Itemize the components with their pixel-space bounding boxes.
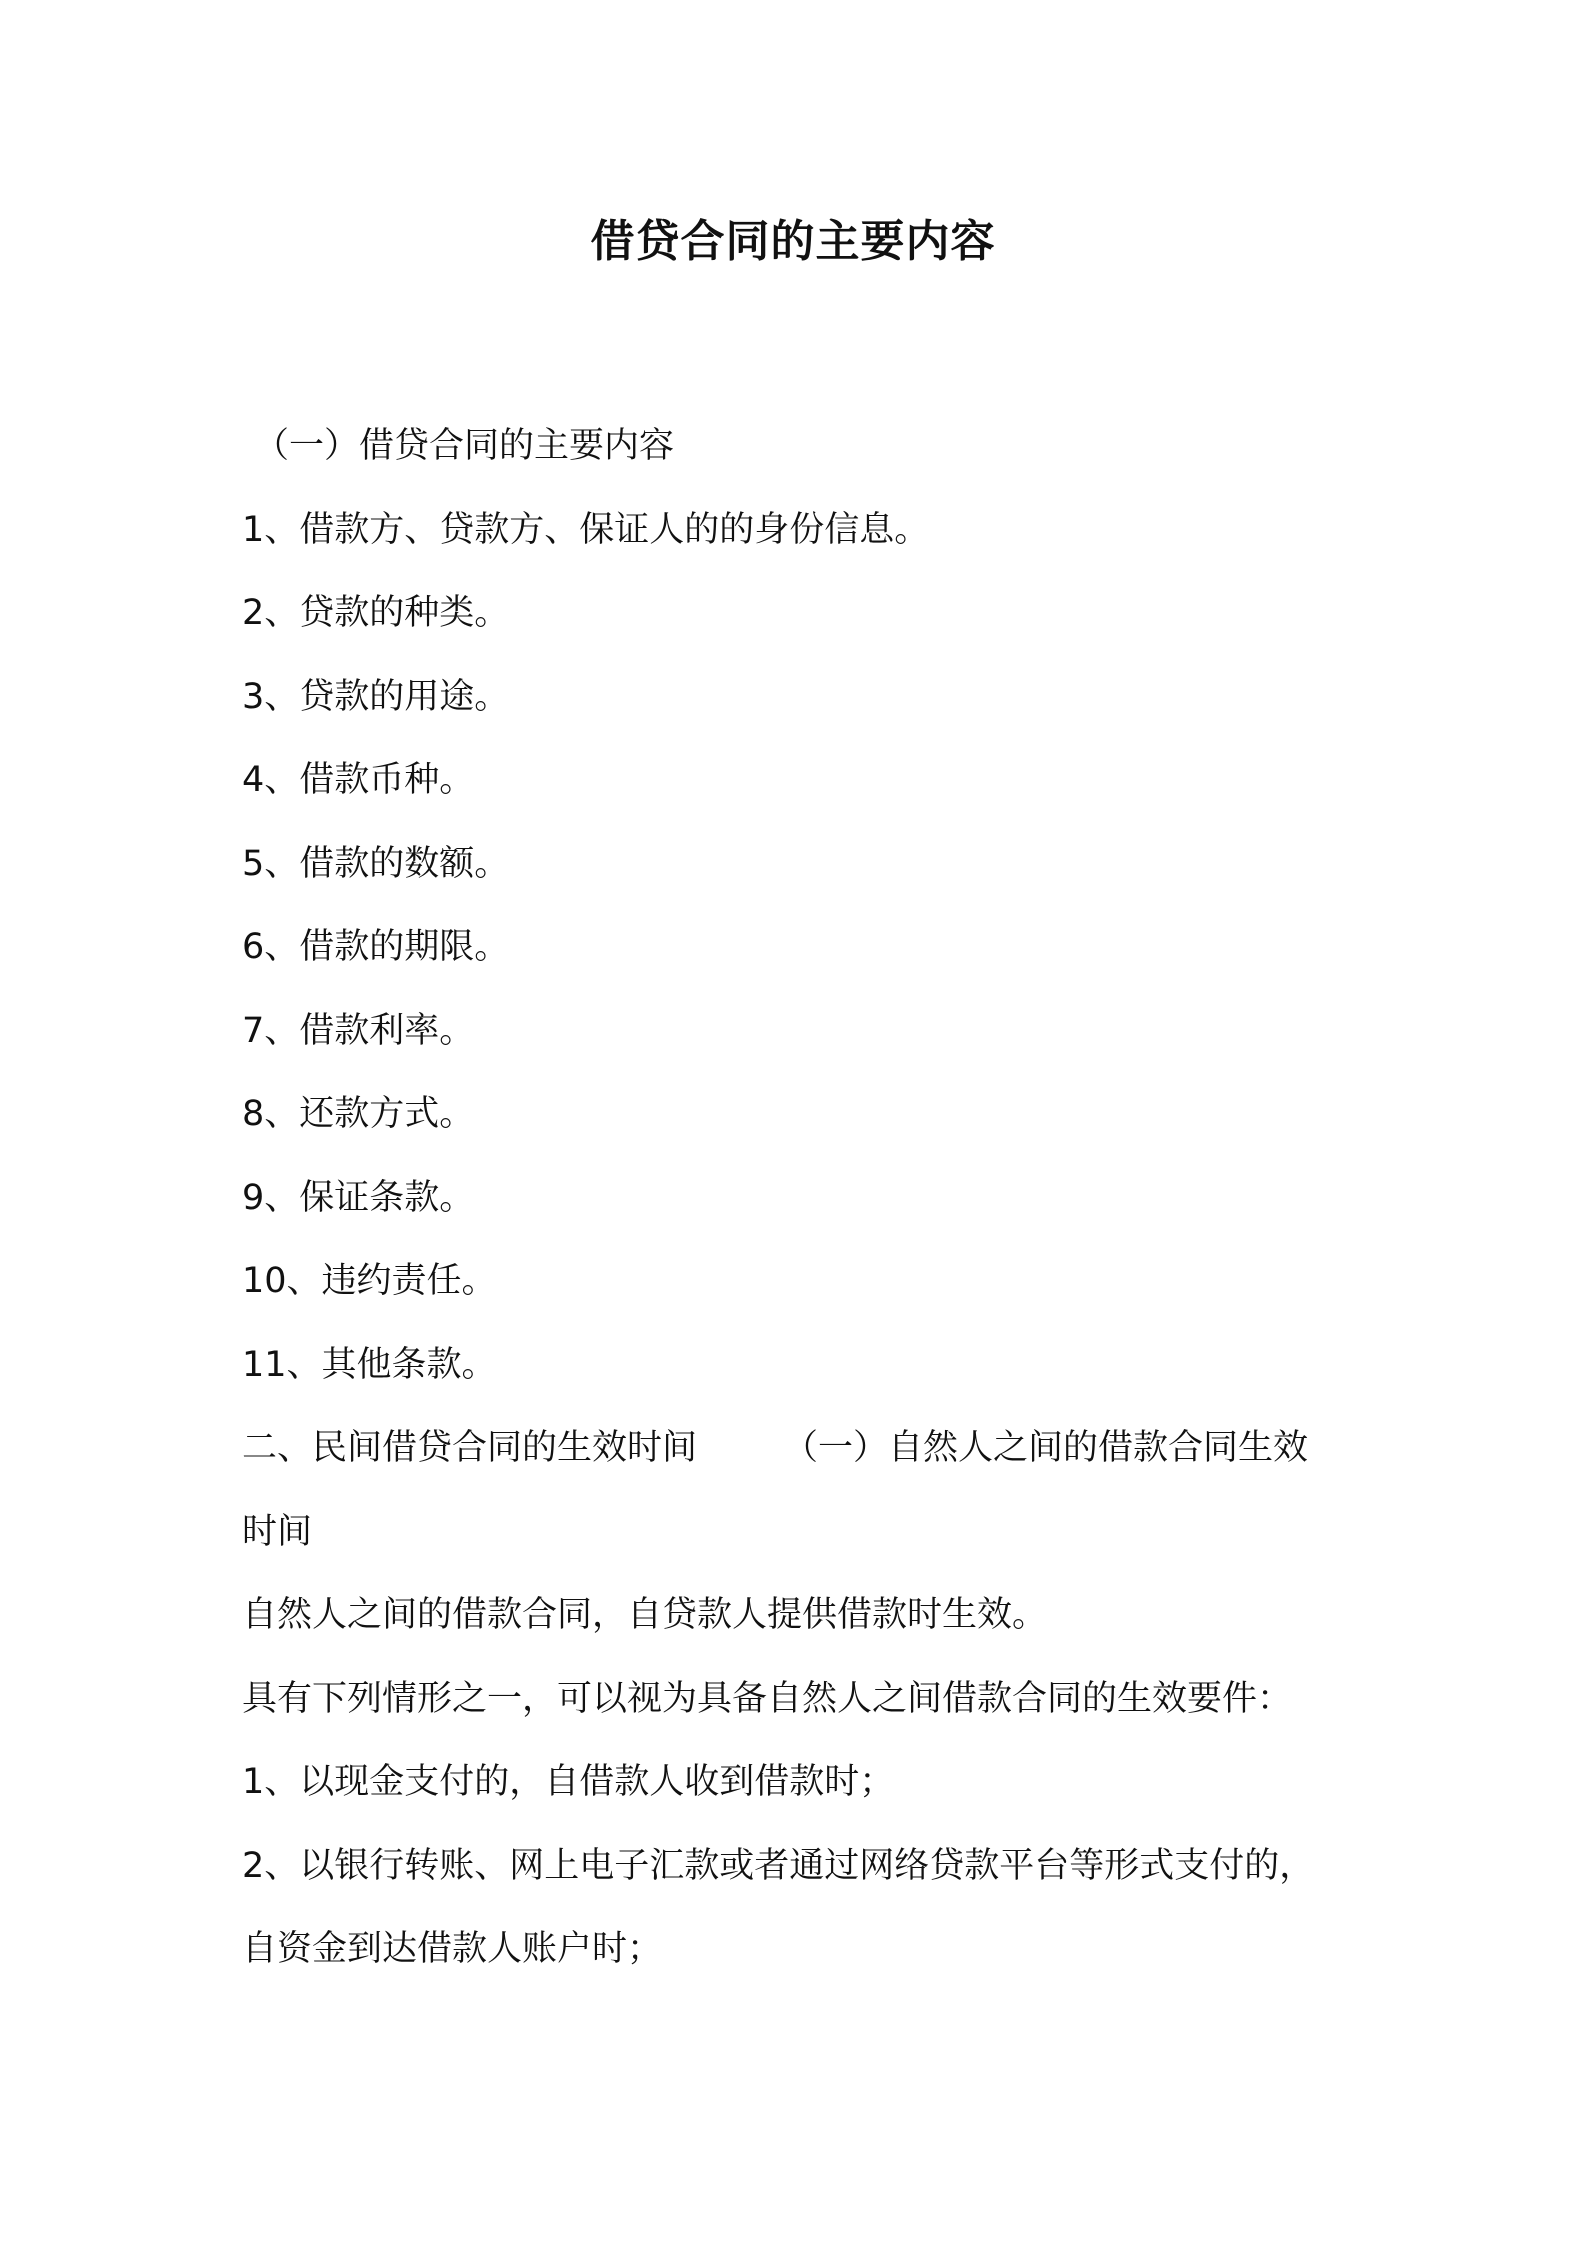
list-item: 9、保证条款。	[242, 1177, 475, 1218]
list-item: 4、借款币种。	[242, 760, 475, 800]
section-2-heading-line	[242, 1407, 1382, 1491]
condition-item: 1、以现金支付的，自借款人收到借款时；	[242, 1762, 895, 1802]
paragraph: 自然人之间的借款合同，自贷款人提供借款时生效。	[242, 1595, 1048, 1635]
list-item: 7、借款利率。	[242, 1010, 475, 1051]
section-2-sub-heading-continuation: 时间	[242, 1511, 313, 1552]
section-2-sub-heading: （一）自然人之间的借款合同生效	[783, 1428, 1309, 1468]
section-2-heading: 二、民间借贷合同的生效时间	[242, 1428, 698, 1468]
list-item: 1、借款方、贷款方、保证人的的身份信息。	[242, 509, 930, 550]
list-item: 3、贷款的用途。	[242, 676, 510, 717]
list-item: 6、借款的期限。	[242, 927, 510, 967]
list-item: 5、借款的数额。	[242, 843, 510, 884]
document-title: 借贷合同的主要内容	[590, 216, 996, 267]
list-item: 8、还款方式。	[242, 1094, 475, 1134]
paragraph: 具有下列情形之一，可以视为具备自然人之间借款合同的生效要件：	[242, 1678, 1293, 1719]
section-1-heading: （一）借贷合同的主要内容	[254, 426, 675, 466]
condition-item-continuation: 自资金到达借款人账户时；	[242, 1929, 663, 1969]
list-item: 2、贷款的种类。	[242, 593, 510, 633]
document-body	[242, 405, 1382, 1992]
list-item: 10、违约责任。	[242, 1261, 497, 1301]
list-item: 11、其他条款。	[242, 1344, 497, 1385]
condition-item: 2、以银行转账、网上电子汇款或者通过网络贷款平台等形式支付的，	[242, 1845, 1315, 1886]
